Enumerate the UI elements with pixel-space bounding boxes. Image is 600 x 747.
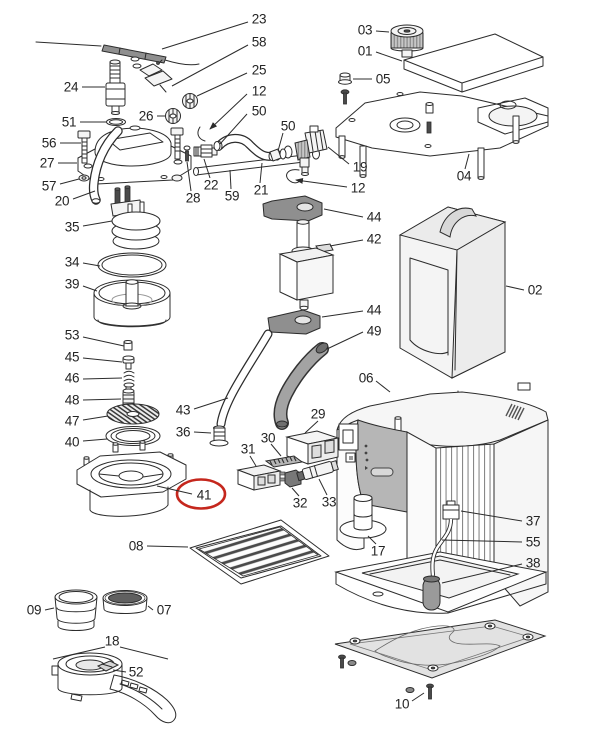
leader-line-12 (210, 94, 247, 129)
leader-line-10 (412, 693, 424, 701)
leader-line-44 (324, 209, 363, 217)
part-36-fitting (210, 426, 228, 446)
leader-line-42 (330, 240, 363, 246)
part-label-37: 37 (525, 513, 541, 529)
part-label-26: 26 (138, 108, 154, 124)
part-label-59: 59 (224, 188, 240, 204)
leader-line-53 (83, 337, 124, 346)
part-43-white-hose (221, 334, 268, 424)
leader-line-30 (271, 444, 281, 456)
part-30-connector (266, 456, 302, 467)
leader-line-09 (45, 608, 54, 610)
part-12-wire-clip-top (198, 127, 205, 141)
part-05-cap-screw (339, 73, 352, 104)
leader-line-02 (506, 286, 524, 290)
part-label-49: 49 (366, 323, 382, 339)
leader-line-40 (83, 439, 107, 441)
part-label-53: 53 (64, 327, 80, 343)
part-label-25: 25 (251, 62, 267, 78)
leader-line-39 (83, 286, 97, 291)
part-44-bracket-top (263, 196, 322, 221)
part-label-43: 43 (175, 402, 191, 418)
part-38-steam-nozzle (423, 576, 440, 610)
part-33-thermal-fuse (296, 460, 338, 482)
part-08-drip-grate (190, 520, 329, 584)
part-label-08: 08 (128, 538, 144, 554)
part-label-22: 22 (203, 177, 219, 193)
part-label-44: 44 (366, 209, 382, 225)
part-label-46: 46 (64, 370, 80, 386)
part-label-28: 28 (185, 190, 201, 206)
part-26-clamp (166, 109, 181, 124)
part-label-41: 41 (196, 487, 212, 503)
part-01-lid (404, 34, 543, 92)
part-label-42: 42 (366, 231, 382, 247)
part-12-wire-clip-right (287, 170, 300, 183)
part-25-clamp (183, 94, 198, 109)
part-label-05: 05 (375, 71, 391, 87)
part-42-solenoid-valve (280, 220, 333, 310)
part-39-boiler-cup (94, 280, 170, 327)
part-label-58: 58 (251, 34, 267, 50)
part-21-hose (216, 138, 275, 160)
leader-line-08 (147, 546, 188, 547)
part-label-39: 39 (64, 276, 80, 292)
leader-line-12 (296, 180, 347, 187)
part-label-21: 21 (253, 182, 269, 198)
leader-line-35 (83, 221, 112, 226)
leader-line-01 (376, 52, 402, 61)
part-58-bracket-kit (131, 57, 172, 92)
part-04-top-plate (336, 92, 548, 179)
leader-line-36 (194, 432, 211, 433)
part-label-38: 38 (525, 555, 541, 571)
part-label-27: 27 (39, 155, 55, 171)
leader-line-46 (83, 378, 122, 379)
leader-line-59 (230, 170, 231, 189)
part-label-20: 20 (54, 193, 70, 209)
part-label-34: 34 (64, 254, 80, 270)
part-label-52: 52 (128, 664, 144, 680)
leader-line-04 (465, 154, 469, 169)
part-label-51: 51 (61, 114, 77, 130)
part-label-48: 48 (64, 392, 80, 408)
leader-line-57 (60, 179, 79, 184)
part-label-24: 24 (63, 79, 79, 95)
part-label-57: 57 (41, 178, 57, 194)
leader-line-31 (250, 456, 256, 466)
part-09-filter-basket-tall (55, 590, 97, 631)
leader-line-48 (83, 399, 121, 400)
part-label-33: 33 (321, 494, 337, 510)
leader-line-47 (83, 416, 108, 420)
part-label-45: 45 (64, 349, 80, 365)
part-24-safety-valve (106, 60, 125, 115)
part-46-spring (124, 371, 134, 387)
part-label-19: 19 (352, 159, 368, 175)
part-label-40: 40 (64, 434, 80, 450)
part-48-valve-pin (123, 387, 134, 406)
leader-line-18 (120, 647, 168, 659)
part-51-oring (107, 119, 126, 126)
part-label-10: 10 (394, 696, 410, 712)
part-label-03: 03 (357, 22, 373, 38)
part-47-shower-disc (107, 404, 159, 424)
leader-line-06 (376, 381, 390, 392)
leader-line-23 (162, 22, 248, 49)
part-label-50: 50 (251, 103, 267, 119)
part-44-bracket-bottom (268, 310, 320, 334)
part-10-base-plate (335, 620, 545, 699)
part-45-valve-seat (123, 356, 134, 369)
part-41-group-head (77, 441, 186, 517)
leader-line-44 (322, 311, 363, 317)
part-label-55: 55 (525, 534, 541, 550)
leader-line-25 (197, 73, 247, 96)
part-label-17: 17 (370, 543, 386, 559)
part-label-12: 12 (350, 180, 366, 196)
part-label-09: 09 (26, 602, 42, 618)
part-07-filter-basket-shallow (103, 591, 147, 614)
part-label-50: 50 (280, 118, 296, 134)
leader-line-03 (376, 31, 389, 32)
part-label-01: 01 (357, 43, 373, 59)
part-label-56: 56 (41, 135, 57, 151)
part-label-44: 44 (366, 302, 382, 318)
part-label-31: 31 (240, 441, 256, 457)
part-label-30: 30 (260, 430, 276, 446)
part-31-switch-block (238, 465, 285, 490)
part-label-12: 12 (251, 83, 267, 99)
leader-line-58 (172, 45, 248, 86)
part-label-32: 32 (292, 495, 308, 511)
part-label-06: 06 (358, 370, 374, 386)
leader-line-33 (319, 479, 327, 495)
part-label-29: 29 (310, 406, 326, 422)
part-03-knob (391, 25, 423, 57)
part-02-water-tank (400, 207, 505, 378)
part-53-plug (124, 341, 132, 351)
leader-line-49 (327, 332, 363, 349)
leader-line-34 (83, 263, 100, 266)
part-35-heating-element (111, 186, 160, 249)
leader-line-45 (83, 358, 122, 362)
part-label-07: 07 (156, 602, 172, 618)
part-label-36: 36 (175, 424, 191, 440)
leader-line-07 (148, 606, 153, 610)
part-34-gasket-ring (98, 253, 166, 277)
leader-line-50 (278, 133, 283, 151)
part-label-04: 04 (456, 168, 472, 184)
part-label-47: 47 (64, 413, 80, 429)
part-label-35: 35 (64, 219, 80, 235)
part-label-02: 02 (527, 282, 543, 298)
part-label-18: 18 (104, 633, 120, 649)
part-label-23: 23 (251, 11, 267, 27)
